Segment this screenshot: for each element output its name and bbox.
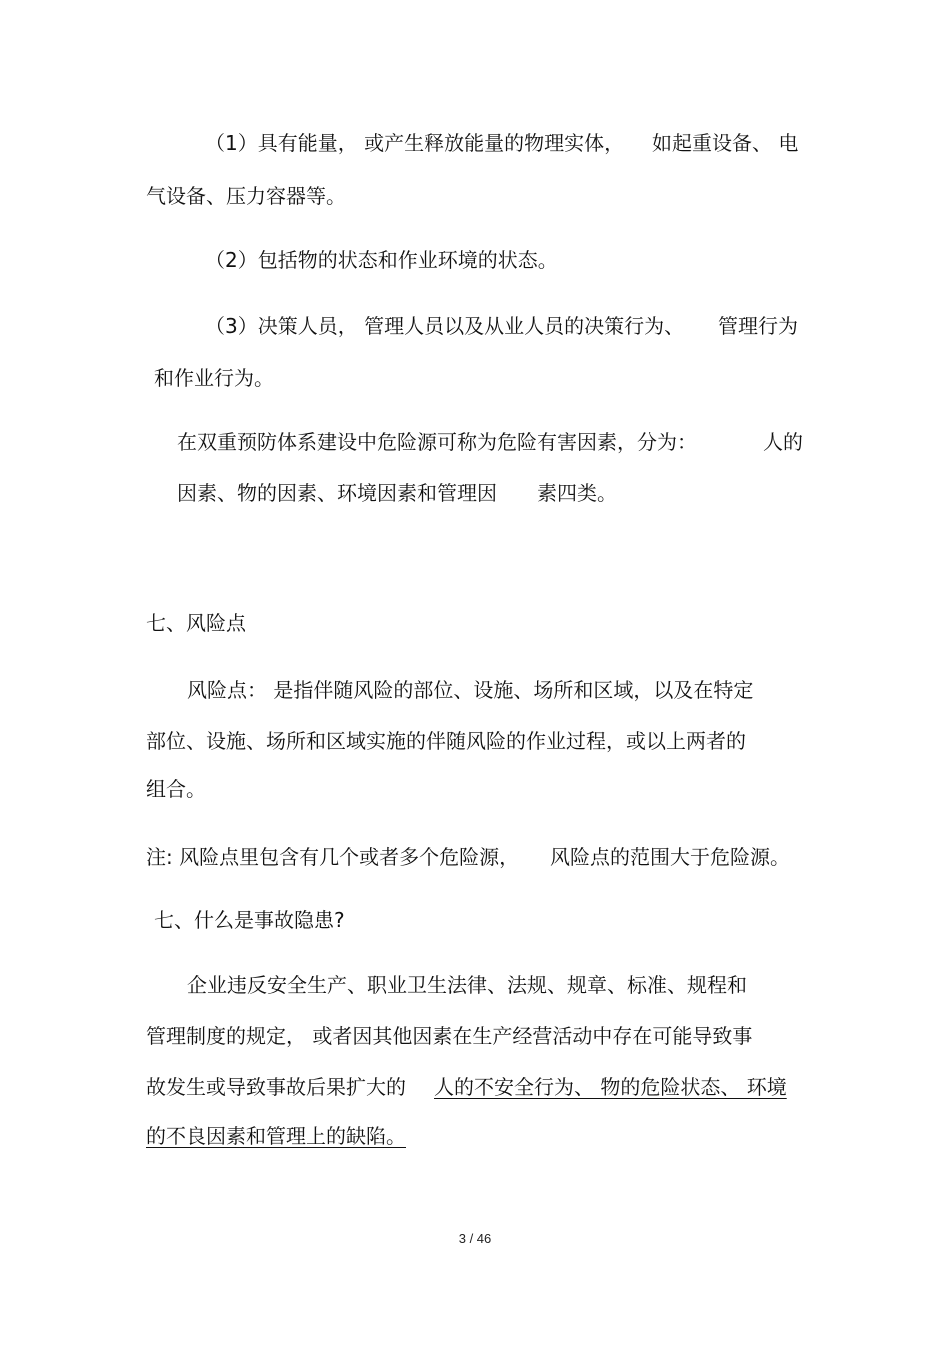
risk-point-definition-line1: 风险点： 是指伴随风险的部位、设施、场所和区域，以及在特定 <box>187 678 754 702</box>
hazard-definition-line4-underlined: 的不良因素和管理上的缺陷。 <box>146 1124 406 1148</box>
risk-point-note-a: 注: 风险点里包含有几个或者多个危险源， <box>146 845 520 869</box>
dual-prevention-part-a: 在双重预防体系建设中危险源可称为危险有害因素，分为： <box>177 430 697 454</box>
risk-point-definition-line3: 组合。 <box>146 777 206 801</box>
risk-point-note-b: 风险点的范围大于危险源。 <box>550 845 790 869</box>
section-hazard-heading: 七、什么是事故隐患? <box>154 908 345 932</box>
item3-line2: 和作业行为。 <box>154 366 274 390</box>
item1-line2: 气设备、压力容器等。 <box>146 184 346 208</box>
hazard-definition-line3-underlined: 人的不安全行为、 物的危险状态、 环境 <box>434 1075 787 1099</box>
page-number: 3 / 46 <box>458 1231 492 1246</box>
section-risk-point-heading: 七、风险点 <box>146 611 246 635</box>
dual-prevention-line2-b: 素四类。 <box>537 481 617 505</box>
risk-point-definition-line2: 部位、设施、场所和区域实施的伴随风险的作业过程，或以上两者的 <box>146 729 746 753</box>
item2-text: （2）包括物的状态和作业环境的状态。 <box>205 248 558 272</box>
dual-prevention-part-b: 人的 <box>763 430 803 454</box>
item3-part-b: 管理行为 <box>718 314 798 338</box>
item1-part-b: 如起重设备、 电 <box>652 131 799 155</box>
hazard-definition-line1: 企业违反安全生产、职业卫生法律、法规、规章、标准、规程和 <box>187 973 747 997</box>
item1-part-a: （1）具有能量， 或产生释放能量的物理实体， <box>205 131 625 155</box>
hazard-definition-line3-a: 故发生或导致事故后果扩大的 <box>146 1075 406 1099</box>
dual-prevention-line2-a: 因素、物的因素、环境因素和管理因 <box>177 481 497 505</box>
hazard-definition-line2: 管理制度的规定， 或者因其他因素在生产经营活动中存在可能导致事 <box>146 1024 753 1048</box>
item3-part-a: （3）决策人员， 管理人员以及从业人员的决策行为、 <box>205 314 685 338</box>
